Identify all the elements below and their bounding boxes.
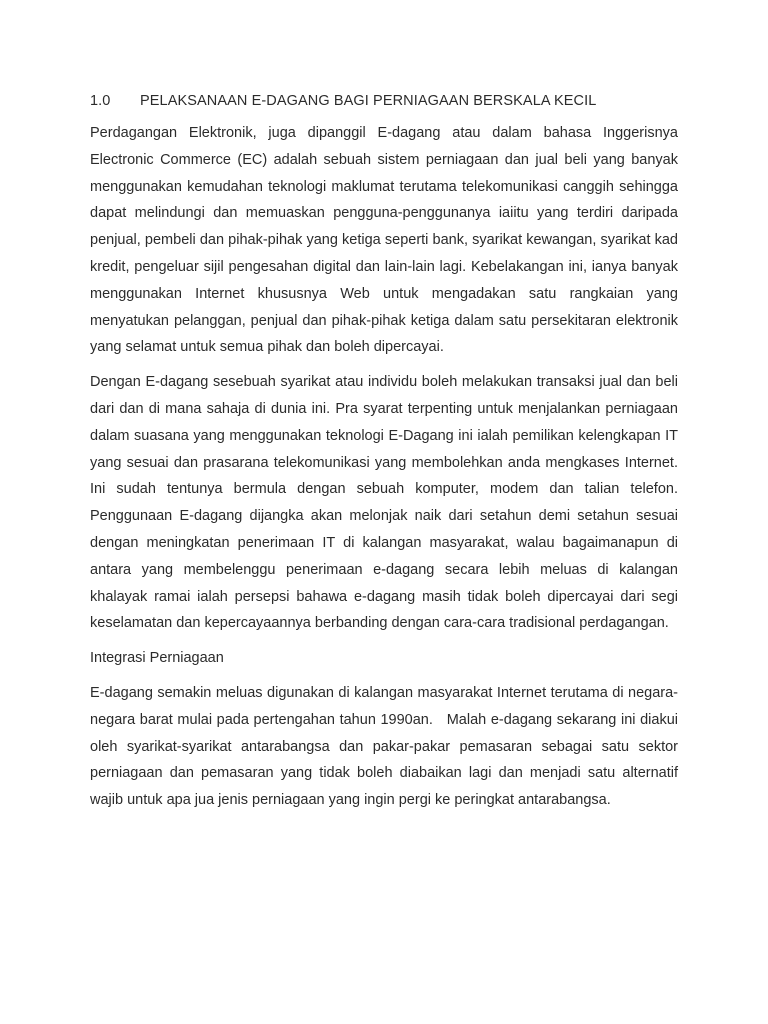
section-title: PELAKSANAAN E-DAGANG BAGI PERNIAGAAN BERSKALA KECIL <box>140 93 597 109</box>
section-number: 1.0 <box>90 93 111 109</box>
document-page <box>90 88 687 822</box>
paragraph-1: Perdagangan Elektronik, juga dipanggil E-dagang atau dalam bahasa Inggerisnya Electronic Commerce (EC) adalah sebuah sistem perniagaan dan jual beli yang banyak menggunakan kemudahan teknologi maklumat terutama telekomunikasi canggih sehingga dapat melindungi dan memuaskan pengguna-penggunanya iaiitu yang terdiri daripada penjual, pembeli dan pihak-pihak yang ketiga seperti bank, syarikat kewangan, syarikat kad kredit, pengeluar sijil pengesahan digital dan lain-lain lagi. Kebelakangan ini, ianya banyak menggunakan Internet khususnya Web untuk mengadakan satu rangkaian yang menyatukan pelanggan, penjual dan pihak-pihak ketiga dalam satu persekitaran elektronik yang selamat untuk semua pihak dan boleh dipercayai. <box>90 125 683 356</box>
paragraph-2: Dengan E-dagang sesebuah syarikat atau individu boleh melakukan transaksi jual dan beli dari dan di mana sahaja di dunia ini. Pra syarat terpenting untuk menjalankan perniagaan dalam suasana yang menggunakan teknologi E-Dagang ini ialah pemilikan kelengkapan IT yang sesuai dan prasarana telekomunikasi yang membolehkan anda mengkases Internet. Ini sudah tentunya bermula dengan sebuah komputer, modem dan talian telefon. Penggunaan E-dagang dijangka akan melonjak naik dari setahun demi setahun sesuai dengan meningkatan penerimaan IT di kalangan masyarakat, walau bagaimanapun di antara yang membelenggu penerimaan e-dagang secara lebih meluas di kalangan khalayak ramai ialah persepsi bahawa e-dagang masih tidak boleh dipercayai dari segi keselamatan dan kepercayaannya berbanding dengan cara-cara tradisional perdagangan. <box>90 374 687 632</box>
subheading-integrasi: Integrasi Perniagaan <box>90 650 224 667</box>
paragraph-3: E-dagang semakin meluas digunakan di kalangan masyarakat Internet terutama di negara-negara barat mulai pada pertengahan tahun 1990an. Malah e-dagang sekarang ini diakui oleh syarikat-syarikat antarabangsa dan pakar-pakar pemasaran sebagai satu sektor perniagaan dan pemasaran yang tidak boleh diabaikan lagi dan menjadi satu alternatif wajib untuk apa jua jenis perniagaan yang ingin pergi ke peringkat antarabangsa. <box>90 684 683 809</box>
section-heading <box>90 88 678 114</box>
